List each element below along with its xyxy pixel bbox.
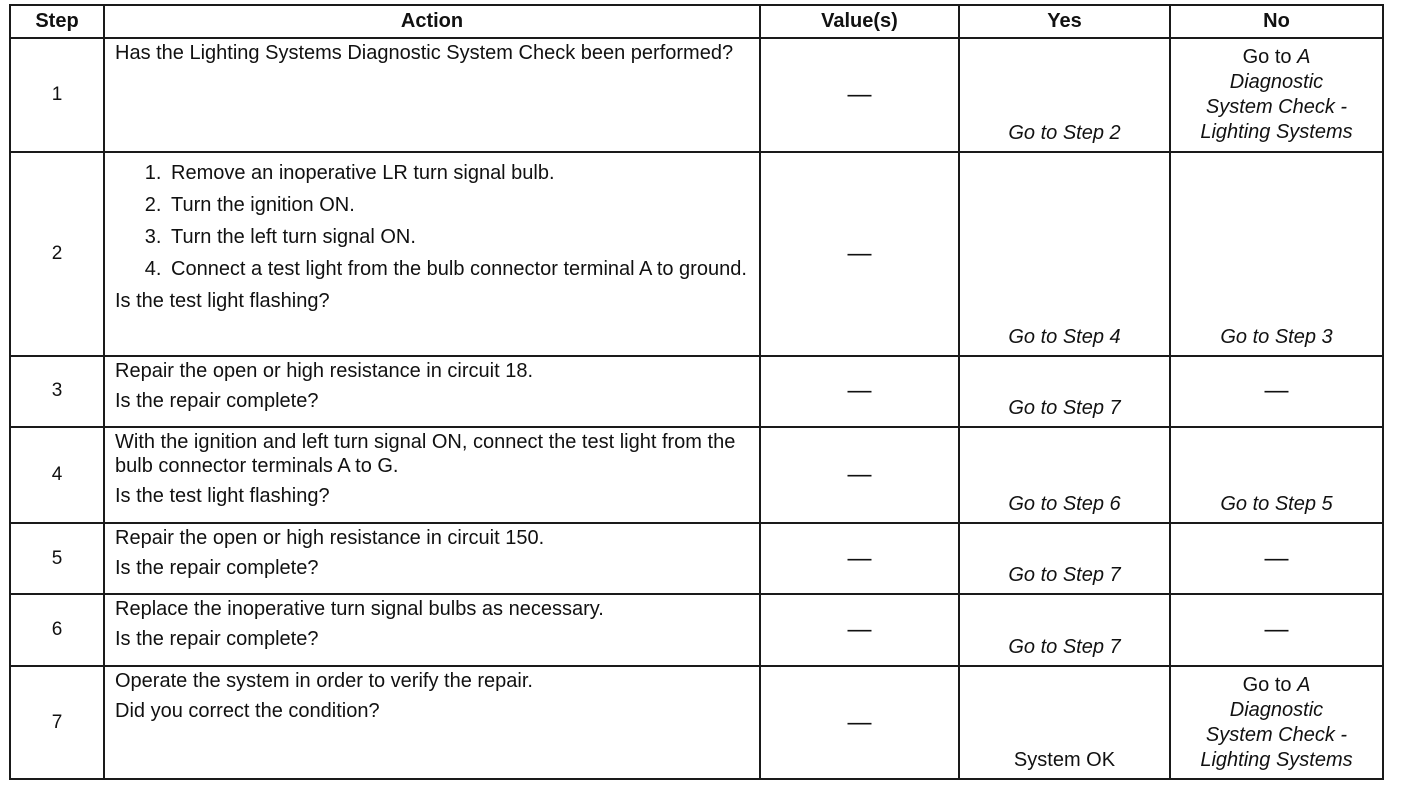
value-cell: —	[760, 356, 959, 428]
no-goto-prefix: Go to	[1242, 673, 1298, 696]
action-question: Is the repair complete?	[115, 628, 319, 651]
action-question: Did you correct the condition?	[115, 700, 380, 723]
table-row	[10, 38, 1383, 152]
substep-list	[115, 161, 749, 281]
action-text: Has the Lighting Systems Diagnostic System Check been performed?	[115, 42, 734, 64]
action-cell	[104, 38, 760, 152]
action-question: Is the test light flashing?	[115, 289, 330, 312]
no-cell: —	[1170, 523, 1383, 595]
no-goto-line3: System Check -	[1205, 723, 1348, 746]
no-goto-line3: System Check -	[1205, 95, 1348, 118]
substep-item: 2. Turn the ignition ON.	[167, 193, 749, 217]
step-number: 6	[10, 594, 104, 666]
action-cell	[104, 356, 760, 428]
value-cell: —	[760, 427, 959, 523]
no-cell[interactable]: Go to Step 5	[1170, 427, 1383, 523]
step-number: 7	[10, 666, 104, 779]
yes-cell: Go to Step 2	[959, 38, 1170, 152]
action-question: Is the test light flashing?	[115, 485, 330, 508]
yes-cell[interactable]: Go to Step 7	[959, 523, 1170, 595]
action-text: Repair the open or high resistance in circuit 150.	[115, 526, 545, 549]
action-cell	[104, 427, 760, 523]
step-number: 5	[10, 523, 104, 595]
substep-item: 3. Turn the left turn signal ON.	[167, 225, 749, 249]
no-goto-line4: Lighting Systems	[1200, 748, 1353, 771]
header-row	[10, 5, 1383, 38]
substep-item: 4. Connect a test light from the bulb connector terminal A to ground.	[167, 257, 749, 281]
action-cell	[104, 666, 760, 779]
no-cell	[1170, 666, 1383, 779]
action-text: Operate the system in order to verify the repair.	[115, 670, 533, 693]
header-yes: Yes	[959, 5, 1170, 38]
no-cell[interactable]: Go to Step 3	[1170, 152, 1383, 356]
action-cell	[104, 152, 760, 356]
no-goto-line4: Lighting Systems	[1200, 120, 1353, 143]
action-text: With the ignition and left turn signal ON, connect the test light from the bulb connector terminals A to G.	[115, 431, 736, 478]
no-goto-line2: Diagnostic	[1229, 70, 1324, 93]
table-row	[10, 666, 1383, 779]
value-cell: —	[760, 594, 959, 666]
no-goto-letter: A	[1297, 45, 1311, 68]
yes-cell[interactable]: Go to Step 7	[959, 594, 1170, 666]
no-link[interactable]	[1171, 45, 1382, 145]
yes-cell: System OK	[959, 666, 1170, 779]
no-cell	[1170, 38, 1383, 152]
table-row	[10, 152, 1383, 356]
step-number: 4	[10, 427, 104, 523]
substep-item: 1. Remove an inoperative LR turn signal bulb.	[167, 161, 749, 185]
no-cell: —	[1170, 594, 1383, 666]
no-link[interactable]	[1171, 673, 1382, 773]
header-action: Action	[104, 5, 760, 38]
header-values: Value(s)	[760, 5, 959, 38]
action-question: Is the repair complete?	[115, 389, 319, 412]
table-row	[10, 356, 1383, 428]
table-row	[10, 594, 1383, 666]
value-cell: —	[760, 152, 959, 356]
action-cell	[104, 594, 760, 666]
table-row	[10, 523, 1383, 595]
action-text: Replace the inoperative turn signal bulbs as necessary.	[115, 598, 604, 621]
action-text: Repair the open or high resistance in circuit 18.	[115, 359, 534, 382]
no-goto-line2: Diagnostic	[1229, 698, 1324, 721]
no-goto-prefix: Go to	[1242, 45, 1298, 68]
step-number: 1	[10, 38, 104, 152]
table-row	[10, 427, 1383, 523]
value-cell: —	[760, 666, 959, 779]
yes-cell[interactable]: Go to Step 7	[959, 356, 1170, 428]
yes-cell[interactable]: Go to Step 4	[959, 152, 1170, 356]
action-question: Is the repair complete?	[115, 556, 319, 579]
value-cell: —	[760, 38, 959, 152]
yes-cell[interactable]: Go to Step 6	[959, 427, 1170, 523]
header-step: Step	[10, 5, 104, 38]
no-goto-letter: A	[1297, 673, 1311, 696]
value-cell: —	[760, 523, 959, 595]
step-number: 2	[10, 152, 104, 356]
step-number: 3	[10, 356, 104, 428]
action-cell	[104, 523, 760, 595]
diagnostic-table	[9, 4, 1384, 780]
no-cell: —	[1170, 356, 1383, 428]
header-no: No	[1170, 5, 1383, 38]
